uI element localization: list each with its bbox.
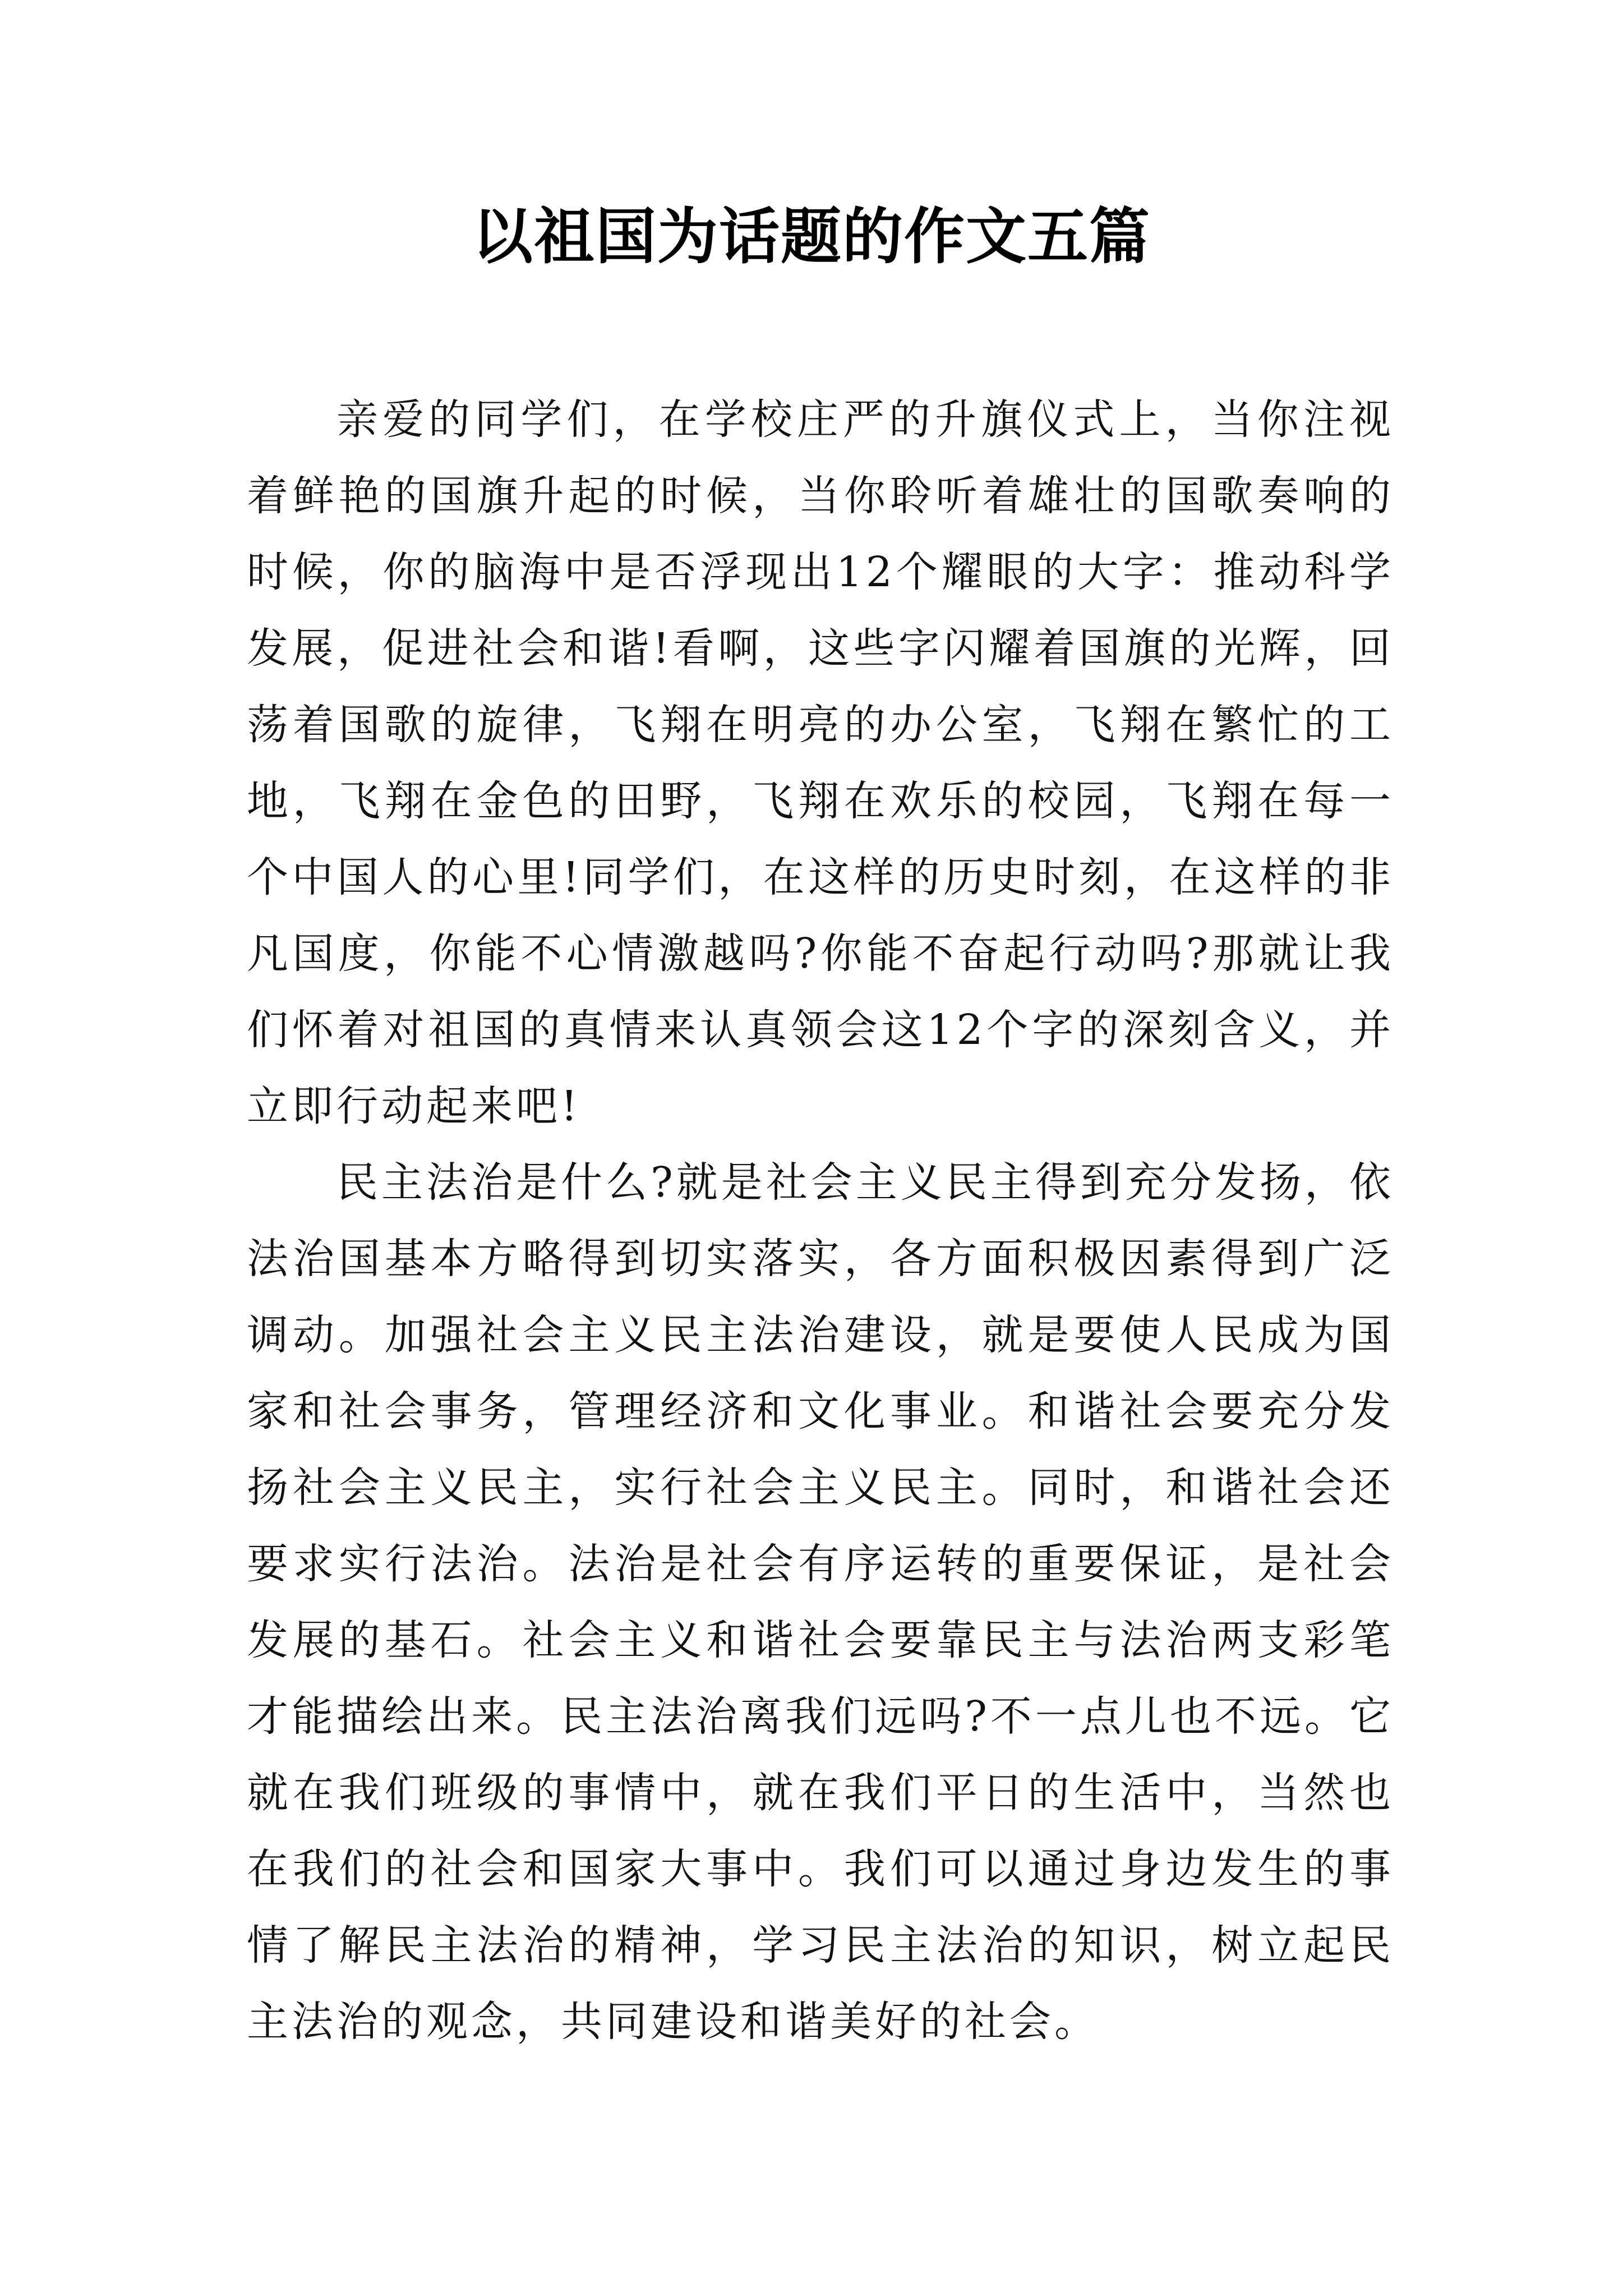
document-body xyxy=(247,381,1394,2060)
paragraph-1: 亲爱的同学们，在学校庄严的升旗仪式上，当你注视着鲜艳的国旗升起的时候，当你聆听着雄壮的国歌奏响的时候，你的脑海中是否浮现出12个耀眼的大字：推动科学发展，促进社会和谐!看啊，这些字闪耀着国旗的光辉，回荡着国歌的旋律，飞翔在明亮的办公室，飞翔在繁忙的工地，飞翔在金色的田野，飞翔在欢乐的校园，飞翔在每一个中国人的心里!同学们，在这样的历史时刻，在这样的非凡国度，你能不心情激越吗?你能不奋起行动吗?那就让我们怀着对祖国的真情来认真领会这12个字的深刻含义，并立即行动起来吧! xyxy=(247,395,1394,1130)
paragraph-2: 民主法治是什么?就是社会主义民主得到充分发扬，依法治国基本方略得到切实落实，各方面积极因素得到广泛调动。加强社会主义民主法治建设，就是要使人民成为国家和社会事务，管理经济和文化事业。和谐社会要充分发扬社会主义民主，实行社会主义民主。同时，和谐社会还要求实行法治。法治是社会有序运转的重要保证，是社会发展的基石。社会主义和谐社会要靠民主与法治两支彩笔才能描绘出来。民主法治离我们远吗?不一点儿也不远。它就在我们班级的事情中，就在我们平日的生活中，当然也在我们的社会和国家大事中。我们可以通过身边发生的事情了解民主法治的精神，学习民主法治的知识，树立起民主法治的观念，共同建设和谐美好的社会。 xyxy=(247,1158,1394,2046)
document-title: 以祖国为话题的作文五篇 xyxy=(472,201,1151,272)
